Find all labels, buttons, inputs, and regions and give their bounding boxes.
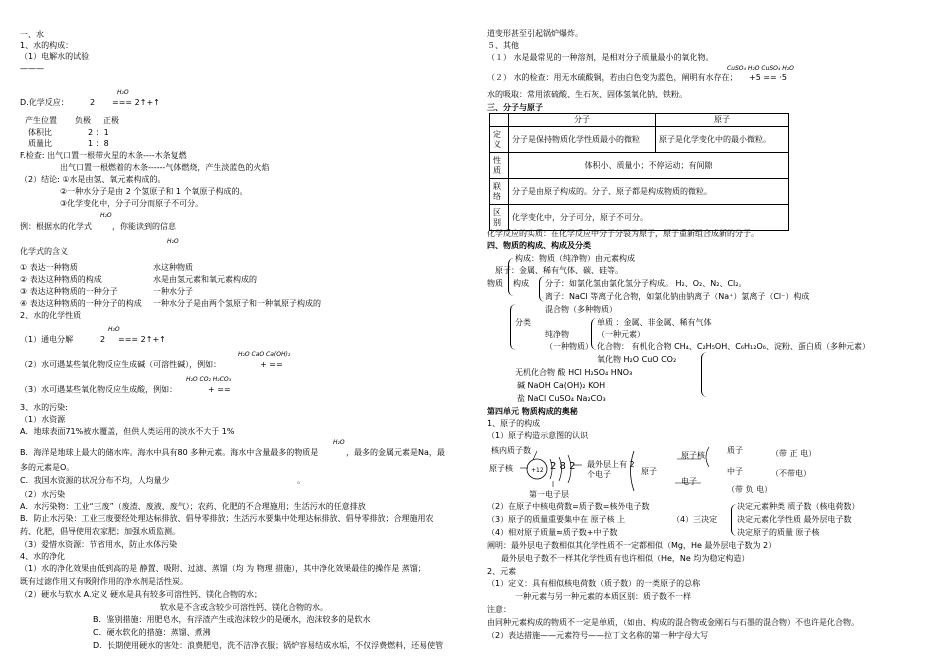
volume-ratio-label: 体积比 — [28, 128, 52, 137]
acid-symbols: + == — [208, 385, 231, 394]
unit-four-title: 第四单元 物质构成的奥秘 — [487, 407, 578, 416]
section-substance: 四、物质的构成、构成及分类 — [487, 241, 591, 250]
example-line: 例：根据水的化学式 — [20, 222, 92, 231]
decide-atom-mass: 决定原子的质量 原子核 — [737, 528, 820, 537]
resource-c-2: 。 — [297, 476, 305, 485]
brace-pure — [591, 318, 597, 350]
check-line-1: F.检查: 出气口置一根带火星的木条----木条复燃 — [20, 151, 187, 160]
soft-water-def: 软水是不含或含较少可溶性钙、镁化合物的水。 — [160, 603, 328, 612]
resource-c: C．我国水资源的状况分布不均，人均量少 — [20, 476, 170, 485]
row-relation: 联络 — [490, 179, 509, 205]
atom-examples: 原子：金属、稀有气体、碳、硅等。 — [495, 266, 623, 275]
conclusion-2: ②一种水分子是由 2 个氢原子和 1 个氧原子构成的。 — [60, 187, 248, 196]
symbol-method: （2）表达措施——元素符号——拉丁文名称的第一种字母大写 — [487, 631, 709, 640]
brace-constitution — [508, 258, 514, 296]
label-core: 原子核 — [489, 464, 513, 473]
decide-chem-property: 决定元素化学性质 最外层电子数 — [737, 515, 852, 524]
constitution-label: 构成 — [513, 279, 529, 288]
table-head-molecule: 分子 — [509, 114, 656, 127]
example-line-2: ，你能读到的信息 — [112, 222, 176, 231]
volume-ratio-value: 2 ：1 — [88, 128, 109, 137]
note-content: 由同种元素构成的物质不一定是单质，（如由、构成的混合物或金刚石与石墨的混合物）不也许是化合物。 — [487, 618, 859, 627]
element-difference: 一种元素与另一种元素的本质区别：质子数不一样 — [515, 592, 691, 601]
other-2: （２） 水的检查：用无水硫酸铜，若由白色变为蓝色，阐明有水存在； — [487, 73, 738, 82]
composition-line: 构成：物质（纯净物）由元素构成 — [515, 254, 635, 263]
pure-substance: 纯净物 — [545, 330, 569, 339]
ion-examples: 离子：NaCl 等离子化合物，如氯化钠由钠离子（Na⁺）氯离子（Cl⁻）构成 — [545, 292, 810, 301]
water-composition: 1、水的构成： — [20, 41, 74, 50]
electrolysis-eq: === 2↑+↑ — [118, 335, 166, 344]
row-definition: 定义 — [490, 127, 509, 153]
formula-meaning: 化学式的含义 — [20, 247, 68, 256]
atom-structure: 1、原子的构成 — [487, 419, 541, 428]
section-water-title: 一、水 — [20, 30, 44, 39]
meaning-4-value: 一种水分子是由两个氢原子和一种氧原子构成的 — [153, 299, 321, 308]
cuso4-formula: CuSO₄ H₂O CuSO₄ H₂O — [727, 65, 794, 72]
substance-label: 物质 — [487, 279, 503, 288]
brace-particles — [539, 276, 545, 302]
brace-nucleus — [706, 447, 709, 467]
resources-title: （1）水资源 — [20, 415, 66, 424]
note-similar-1: 阐明：最外层电子数相似其化学性质不一定都相似（Mg，He 最外层电子数为 2） — [487, 541, 777, 550]
hard-soft-water: （2）硬水与软水 A.定义 硬水是具有较多可溶性钙、镁化合物的水； — [20, 590, 263, 599]
purification-1b: 既有过滤作用又有吸附作用的净水剂是活性炭。 — [20, 577, 188, 586]
reaction-eq: === 2↑+↑ — [112, 98, 160, 107]
conclusion-3: ③化学变化中，分子可分而原子不可分。 — [60, 199, 204, 208]
oxide-line: 氧化物 H₂O CuO CO₂ — [597, 355, 677, 364]
electrolysis-title: （1）电解水的试验 — [20, 52, 90, 61]
cuso4-symbols: +5 == ·5 — [749, 73, 787, 82]
conserve-water: （3）爱惜水资源：节省用水，防止水体污染 — [20, 540, 178, 549]
label-electron-charge: （带 负 电） — [727, 485, 773, 494]
water-absorb: 水的吸取：常用浓硫酸、生石灰、固体氢氧化钠、铁粉。 — [487, 90, 687, 99]
purification-1: （1）水的净化效果由低到高的是 静置、吸附、过滤、蒸馏（均 为 物理 措施），其中净化效果最佳的操作是 蒸馏； — [20, 564, 426, 573]
compound-line: 化合物： 有机化合物 CH₄、C₂H₅OH、C₆H₁₂O₆、淀粉、蛋白质（多种元素） — [597, 342, 870, 351]
one-substance: （一种物质） — [545, 342, 593, 351]
note-similar-2: 最外层电子数不一样其化学性质有也许相似（He，Ne 均为稳定构造） — [501, 554, 750, 563]
mass-concentration: （3）原子的质量重要集中在 原子核 上 — [487, 515, 626, 524]
h2o-formula: H₂O — [108, 326, 120, 333]
row-property: 性质 — [490, 153, 509, 179]
label-protons-in-core: 核内质子数 — [491, 446, 531, 455]
charge-equality: （2）在原子中核电荷数=质子数=核外电子数 — [487, 502, 650, 511]
pollution-a: A．水污染物：工业“三废”（废渣、废液、废气）；农药、化肥的不合理施用；生活污水的任意排放 — [20, 502, 366, 511]
softening-method: C．硬水软化的措施：蒸馏、煮沸 — [93, 628, 211, 637]
meaning-2-value: 水是由氢元素和氧元素构成的 — [153, 275, 257, 284]
pollution-b: B．防止水污染：工业三废要经处理达标排放、倡导零排放；生活污水要集中处理达标排放、倡导零排放；合理施用农 — [20, 514, 434, 523]
label-first-shell: 第一电子层 — [529, 490, 569, 499]
classification-label: 分类 — [515, 318, 531, 327]
three-decisions: （4）三决定 — [672, 515, 718, 524]
molecule-examples: 分子：如氯化氢由氯化氢分子构成。 H₂、O₂、N₂、Cl₂。 — [545, 279, 747, 288]
inorganic-acid: 无机化合物 酸 HCl H₂SO₄ HNO₃ — [515, 368, 633, 377]
salt-line: 盐 NaCl CuSO₄ Na₂CO₃ — [517, 394, 606, 403]
resource-b-2: ，最多的金属元素是Na，最 — [346, 448, 445, 457]
label-electron: 电子 — [681, 477, 697, 486]
acid-formula: H₂O CO₂ H₂CO₃ — [186, 376, 232, 383]
difference-value: 化学变化中，分子可分，原子不可分。 — [509, 205, 789, 231]
base-formula: H₂O CaO Ca(OH)₂ — [238, 351, 291, 358]
hard-water-harm: D．长期使用硬水的害处：浪费肥皂，洗不洁净衣服；锅炉容易结成水垢，不仅浮费燃料，还易使管 — [93, 641, 444, 650]
brace-decisions — [731, 504, 737, 536]
other-title: ５、其他 — [487, 41, 519, 50]
label-neutron-charge: （不带电） — [771, 469, 811, 478]
label-shells: 2 8 2 — [550, 461, 576, 472]
h2o-formula: H₂O — [117, 89, 129, 96]
label-proton: 质子 — [727, 446, 743, 455]
meaning-2: ② 表达这种物质的构成 — [20, 275, 102, 284]
label-proton-charge: （带 正 电） — [771, 449, 817, 458]
continue-line: 道变形甚至引起锅炉爆炸。 — [487, 29, 583, 38]
relative-atomic-mass: （4）相对原子质量≈质子数+中子数 — [487, 528, 618, 537]
acid-reaction: （3）水可遇某些氧化物反应生成酸，例如： — [20, 385, 178, 394]
base-symbols: + == — [260, 360, 283, 369]
table-head-position: 产生位置 — [25, 116, 57, 125]
h2o-formula: H₂O — [100, 212, 112, 219]
property-value: 体积小、质量小；不停运动；有间隙 — [509, 153, 789, 179]
h2o-formula: H₂O — [333, 439, 345, 446]
element-title: 2、元素 — [487, 567, 517, 576]
element-substance: 单质 ：金属、非金属、稀有气体 — [597, 318, 712, 327]
label-neutron: 中子 — [727, 467, 743, 476]
atom-diagram-title: （1）原子构造示意图的认识 — [487, 431, 589, 440]
check-line-2: 出气口置一根燃着的木条------气体燃烧，产生淡蓝色的火焰 — [60, 163, 270, 172]
mass-ratio-label: 质量比 — [28, 139, 52, 148]
electrolysis-line: （1）通电分解 — [20, 335, 74, 344]
conclusion-1: （2）结论: ①水是由氢、氧元素构成的。 — [20, 175, 166, 184]
pollution-b-2: 药、化肥，倡导使用农家肥；加强水质监测。 — [20, 527, 180, 536]
note-label: 注意： — [487, 605, 511, 614]
mass-ratio-value: 1 ：8 — [88, 139, 109, 148]
resource-b: B．海洋是地球上最大的储水库。海水中具有80 多种元素。海水中含量最多的物质是 — [20, 448, 319, 457]
table-head-negative: 负极 — [75, 116, 91, 125]
label-atom: 原子 — [641, 467, 657, 476]
brace-compound — [701, 352, 707, 397]
element-definition: （1）定义：具有相似核电荷数（质子数）的一类原子的总称 — [487, 579, 701, 588]
label-plus12: +12 — [531, 467, 544, 474]
decide-element-type: 决定元素种类 质子数（核电荷数） — [737, 502, 860, 511]
label-outer-electrons: 最外层上有 2个电子 — [587, 460, 635, 479]
electrolysis-coef: 2 — [100, 335, 106, 344]
relation-value: 分子是由原子构成的。分子、原子都是构成物质的微粒。 — [509, 179, 789, 205]
blank-line: ——— — [20, 64, 44, 73]
pollution-title: 3、水的污染: — [20, 403, 68, 412]
meaning-3-value: 一种水分子 — [153, 287, 193, 296]
mixture-label: 混合物（多种物质） — [545, 305, 617, 314]
one-element: （一种元素） — [597, 330, 645, 339]
meaning-3: ③ 表达这种物质的一种分子 — [20, 287, 118, 296]
reaction-label: D.化学反应： — [20, 98, 69, 107]
pollution-sub: （2）水污染 — [20, 490, 66, 499]
molecule-atom-table — [489, 113, 789, 231]
resource-a: A．地球表面71%被水覆盖，但供人类运用的淡水不大于 1% — [20, 427, 235, 436]
section-molecule-atom: 三、分子与原子 — [487, 103, 543, 112]
meaning-1-value: 水这种物质 — [153, 263, 193, 272]
label-nucleus: 原子核 — [681, 451, 705, 460]
meaning-1: ① 表达一种物质 — [20, 263, 78, 272]
reaction-coef: 2 — [90, 98, 96, 107]
table-head-atom: 原子 — [656, 114, 789, 127]
identify-method: B．鉴别措施：用肥皂水，有浮渣产生或泡沫较少的是硬水，泡沫较多的是软水 — [93, 615, 371, 624]
base-line: 碱 NaOH Ca(OH)₂ KOH — [517, 381, 606, 390]
molecule-definition: 分子是保持物质化学性质最小的微粒 — [509, 127, 656, 153]
chem-properties: 2、水的化学性质 — [20, 311, 82, 320]
reaction-essence: 化学反应的实质：在化学反应中分子分裂为原子，原子重新组合成新的分子。 — [487, 229, 759, 238]
meaning-4: ④ 表达这种物质的一种分子的构成 — [20, 299, 142, 308]
row-difference: 区别 — [490, 205, 509, 231]
base-reaction: （2）水可遇某些氧化物反应生成碱（可溶性碱），例如： — [20, 360, 222, 369]
h2o-formula: H₂O — [167, 238, 179, 245]
table-head-positive: 正极 — [103, 116, 119, 125]
atom-definition: 原子是化学变化中的最小微粒。 — [656, 127, 789, 153]
brace-classification — [510, 304, 516, 350]
resource-b-3: 多的元素是O。 — [20, 463, 75, 472]
purification-title: 4、水的净化 — [20, 552, 66, 561]
other-1: （１） 水是最常见的一种溶剂，是相对分子质量最小的氧化物。 — [487, 53, 714, 62]
